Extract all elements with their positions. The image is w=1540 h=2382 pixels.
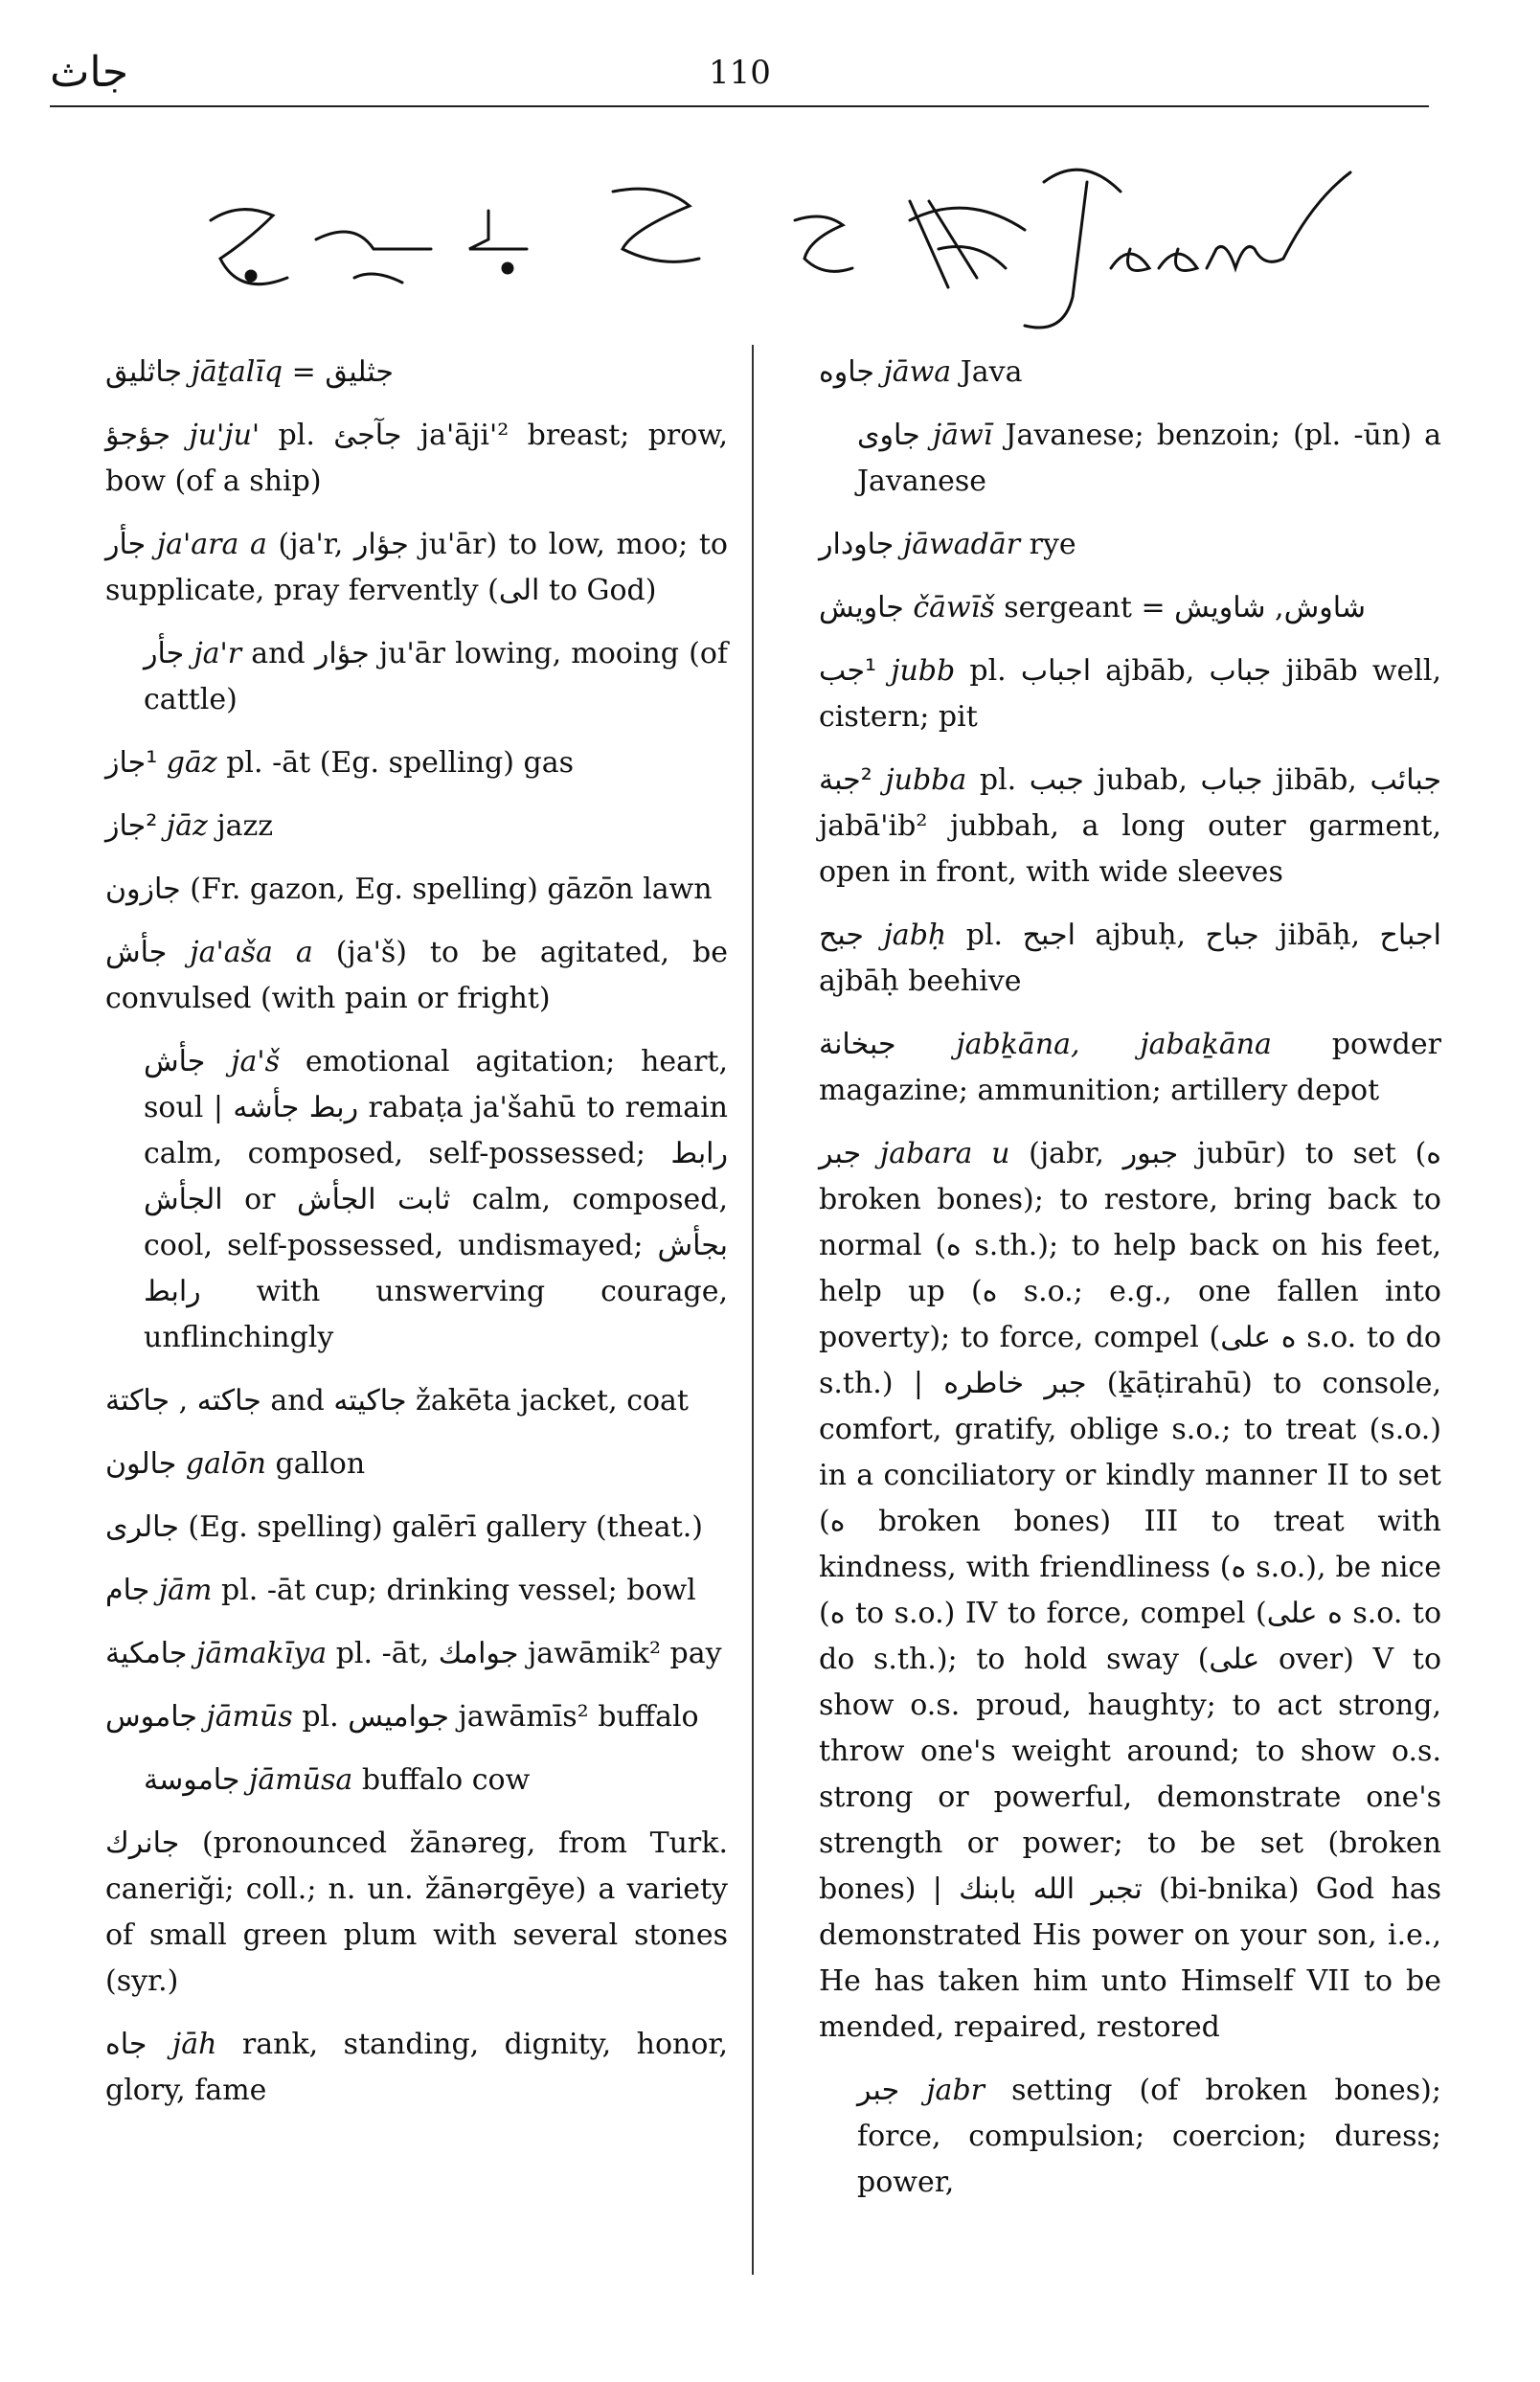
handwriting-text: Jeem bbox=[1140, 345, 1143, 346]
entry-definition: (ja'r, جؤار ju'ār) to low, moo; to supplicate, pray fervently (الى to God) bbox=[105, 528, 728, 607]
entry-transliteration: ja'ara a bbox=[156, 528, 267, 561]
entry-transliteration: ja'aša a bbox=[190, 936, 313, 969]
dictionary-entry bbox=[819, 1131, 1441, 2051]
handwriting-letters: ج ج ج ج ج bbox=[278, 345, 283, 346]
entry-arabic: جاوه bbox=[819, 355, 874, 389]
entry-arabic: جؤجؤ bbox=[105, 419, 171, 452]
entry-arabic: ¹جاز bbox=[105, 746, 158, 780]
dictionary-entry bbox=[819, 2068, 1441, 2206]
entry-definition: and جؤار ju'ār lowing, mooing (of cattle) bbox=[144, 637, 728, 716]
entry-definition: pl. اجباب ajbāb, جباب jibāb well, cistern; pit bbox=[819, 654, 1442, 734]
entry-definition: pl. جبب jubab, جباب jibāb, جبائب jabā'ib² jubbah, a long outer garment, open in front, with wide sleeves bbox=[819, 763, 1441, 889]
entry-transliteration: jāwadār bbox=[902, 528, 1021, 561]
entry-definition: (pronounced žānәreg, from Turk. caneriği; coll.; n. un. žānәrgēye) a variety of small green plum with several stones (syr.) bbox=[105, 1826, 728, 1998]
entry-definition: , جاكته and جاكيته žakēta jacket, coat bbox=[178, 1384, 689, 1418]
entry-arabic: جازون bbox=[105, 873, 181, 906]
entry-arabic: جأر bbox=[105, 528, 147, 561]
dictionary-entry bbox=[105, 1694, 728, 1740]
entry-definition: rye bbox=[1029, 528, 1076, 561]
column-divider bbox=[752, 345, 754, 2275]
entry-transliteration: jāṯalīq bbox=[191, 355, 283, 389]
entry-definition: emotional agitation; heart, soul | ربط جأشه rabaṭa ja'šahū to remain calm, composed, self-possessed; رابط الجأش or ثابت الجأش calm, composed, cool, self-possessed, undismayed; بجأش رابط with unswerving courage, unflinchingly bbox=[144, 1045, 729, 1354]
entry-definition: pl. -āt cup; drinking vessel; bowl bbox=[221, 1574, 696, 1607]
entry-arabic: جامكية bbox=[105, 1637, 188, 1670]
entry-definition: sergeant = شاوش, شاويش bbox=[1004, 591, 1366, 624]
entry-transliteration: ja'š bbox=[231, 1045, 281, 1078]
entry-arabic: جأش bbox=[144, 1045, 206, 1078]
entry-definition: buffalo cow bbox=[361, 1763, 531, 1797]
dictionary-entry bbox=[819, 758, 1441, 896]
entry-transliteration: jāwī bbox=[932, 419, 993, 452]
entry-arabic: جاه bbox=[105, 2028, 147, 2061]
entry-definition: (Fr. gazon, Eg. spelling) gāzōn lawn bbox=[190, 873, 713, 906]
entry-transliteration: jāz bbox=[166, 809, 208, 843]
entry-arabic: جبخانة bbox=[819, 1028, 896, 1061]
entry-arabic: جالون bbox=[105, 1447, 177, 1481]
entry-arabic: جاويش bbox=[819, 591, 904, 624]
entry-arabic: جأر bbox=[144, 637, 185, 670]
dictionary-entry bbox=[105, 740, 728, 786]
entry-transliteration: jabḥ bbox=[883, 919, 947, 952]
handwriting-drawing bbox=[182, 163, 1360, 354]
entry-transliteration: ja'r bbox=[193, 637, 242, 670]
entry-transliteration: ju'ju' bbox=[189, 419, 260, 452]
entry-definition: (jabr, جبور jubūr) to set (ه broken bones); to restore, bring back to normal (ه s.th.); to help back on his feet, help up (ه s.o.; e.g., one fallen into poverty); to force, compel (ه على s.o. to do s.th.) | جبر خاطره (ḵāṭirahū) to console, comfort, gratify, oblige s.o.; to treat (s.o.) in a conciliatory or kindly manner II to set (ه broken bones) III to treat with kindness, with friendliness (ه s.o.), be nice (ه to s.o.) IV to force, compel (ه على s.o. to do s.th.); to hold sway (على over) V to show o.s. proud, haughty; to act strong, throw one's weight around; to show o.s. strong or powerful, demonstrate one's strength or power; to be set (broken bones) | تجبر الله بابنك (bi-bnika) God has demonstrated His power on your son, i.e., He has taken him unto Himself VII to be mended, repaired, restored bbox=[819, 1137, 1442, 2044]
dictionary-entry bbox=[105, 631, 728, 723]
dictionary-entry bbox=[819, 522, 1441, 568]
dictionary-entry bbox=[105, 350, 728, 396]
entry-arabic: جبر bbox=[819, 1137, 862, 1170]
entry-definition: setting (of broken bones); force, compulsion; coercion; duress; power, bbox=[857, 2074, 1441, 2199]
entry-transliteration: jubb bbox=[891, 654, 956, 688]
entry-arabic: جاثليق bbox=[105, 355, 183, 389]
right-column bbox=[819, 350, 1441, 2223]
entry-arabic: ¹جب bbox=[819, 654, 877, 688]
entry-definition: powder magazine; ammunition; artillery depot bbox=[819, 1028, 1441, 1107]
left-column bbox=[105, 350, 728, 2131]
dictionary-entry bbox=[105, 1568, 728, 1614]
entry-definition: pl. -āt, جوامك jawāmik² pay bbox=[335, 1637, 722, 1670]
catchword: جاث bbox=[50, 48, 129, 97]
dictionary-entry bbox=[105, 930, 728, 1022]
dictionary-entry bbox=[105, 1631, 728, 1677]
handwritten-annotation bbox=[182, 163, 1360, 354]
entry-arabic: جبر bbox=[857, 2074, 900, 2107]
entry-transliteration: jabr bbox=[926, 2074, 985, 2107]
entry-definition: pl. جآجئ ja'āji'² breast; prow, bow (of a ship) bbox=[105, 419, 728, 498]
entry-transliteration: jāh bbox=[171, 2028, 217, 2061]
entry-transliteration: galōn bbox=[185, 1447, 266, 1481]
header-rule bbox=[50, 105, 1429, 107]
dictionary-entry bbox=[819, 413, 1441, 505]
dictionary-entry bbox=[105, 1378, 728, 1424]
dictionary-entry bbox=[105, 522, 728, 614]
dictionary-entry bbox=[819, 350, 1441, 396]
dictionary-entry bbox=[819, 913, 1441, 1005]
entry-transliteration: jabara u bbox=[879, 1137, 1010, 1170]
entry-transliteration: jāmūs bbox=[206, 1700, 293, 1734]
entry-arabic: جاوى bbox=[857, 419, 920, 452]
dictionary-entry bbox=[105, 1758, 728, 1804]
entry-definition: pl. جواميس jawāmīs² buffalo bbox=[302, 1700, 699, 1734]
dictionary-entry bbox=[105, 1039, 728, 1361]
dictionary-entry bbox=[105, 867, 728, 913]
entry-transliteration: jāmūsa bbox=[249, 1763, 353, 1797]
entry-arabic: جأش bbox=[105, 936, 168, 969]
entry-definition: (ja'š) to be agitated, be convulsed (with pain or fright) bbox=[105, 936, 728, 1015]
entry-transliteration: jāmakīya bbox=[196, 1637, 328, 1670]
entry-definition: = جثليق bbox=[291, 355, 394, 389]
entry-definition: pl. اجبح ajbuḥ, جباح jibāḥ, اجباح ajbāḥ beehive bbox=[819, 919, 1441, 998]
dictionary-entry bbox=[105, 1821, 728, 2005]
dictionary-entry bbox=[105, 804, 728, 850]
dictionary-entry bbox=[105, 413, 728, 505]
entry-definition: rank, standing, dignity, honor, glory, fame bbox=[105, 2028, 728, 2107]
entry-definition: (Eg. spelling) galērī gallery (theat.) bbox=[188, 1510, 703, 1544]
dictionary-entry bbox=[105, 2022, 728, 2114]
entry-arabic: ²جبة bbox=[819, 763, 872, 797]
page-number: 110 bbox=[709, 54, 771, 92]
entry-transliteration: čāwīš bbox=[913, 591, 995, 624]
entry-arabic: جاكتة bbox=[105, 1384, 170, 1418]
dictionary-entry bbox=[819, 1022, 1441, 1114]
entry-arabic: جالرى bbox=[105, 1510, 179, 1544]
entry-arabic: جاودار bbox=[819, 528, 895, 561]
entry-transliteration: jabḵāna, jabaḵāna bbox=[956, 1028, 1272, 1061]
dictionary-entry bbox=[105, 1441, 728, 1487]
entry-definition: pl. -āt (Eg. spelling) gas bbox=[226, 746, 574, 780]
entry-arabic: جانرك bbox=[105, 1826, 180, 1860]
entry-definition: Java bbox=[960, 355, 1023, 389]
entry-definition: jazz bbox=[216, 809, 274, 843]
dictionary-entry bbox=[819, 648, 1441, 740]
entry-transliteration: jām bbox=[158, 1574, 213, 1607]
entry-arabic: جام bbox=[105, 1574, 150, 1607]
entry-transliteration: gāz bbox=[166, 746, 217, 780]
entry-arabic: ²جاز bbox=[105, 809, 158, 843]
entry-arabic: جاموسة bbox=[144, 1763, 240, 1797]
entry-definition: gallon bbox=[275, 1447, 366, 1481]
entry-transliteration: jubba bbox=[885, 763, 967, 797]
entry-definition: Javanese; benzoin; (pl. -ūn) a Javanese bbox=[857, 419, 1441, 498]
entry-arabic: جبح bbox=[819, 919, 864, 952]
dictionary-entry bbox=[819, 585, 1441, 631]
dictionary-entry bbox=[105, 1505, 728, 1551]
entry-transliteration: jāwa bbox=[883, 355, 952, 389]
entry-arabic: جاموس bbox=[105, 1700, 197, 1734]
